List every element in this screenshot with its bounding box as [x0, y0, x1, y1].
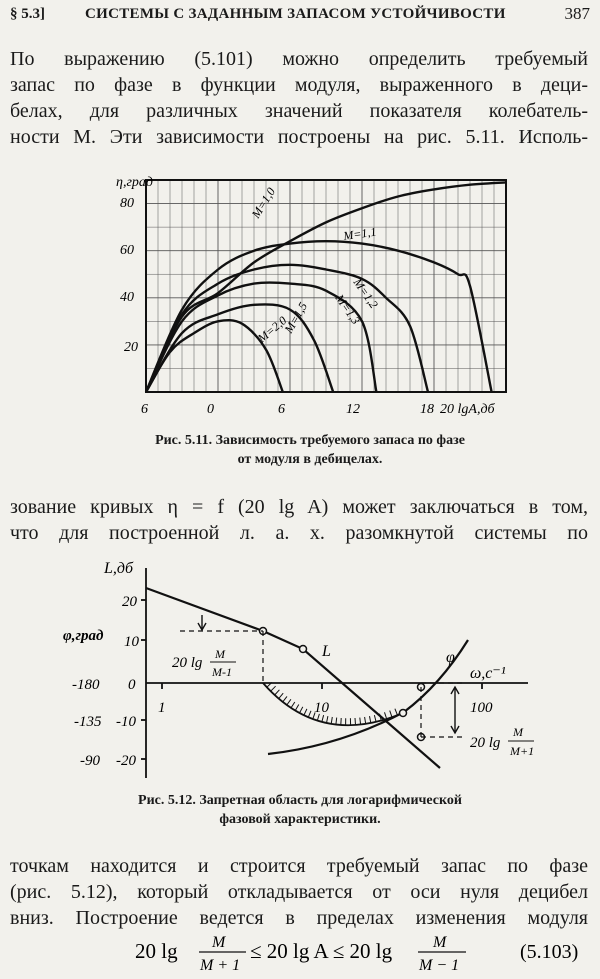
annotation-prefix: 20 lg	[470, 735, 501, 751]
curve-label: M=1,2	[350, 275, 381, 311]
L-tick-label: 10	[124, 634, 139, 650]
phi-axis-label: φ,град	[63, 628, 104, 644]
phi-tick-label: -180	[72, 677, 100, 693]
equation-5-103	[10, 928, 588, 976]
text-line: точкам находится и строится требуемый запас по фазе	[10, 855, 588, 877]
annotation-denominator: M-1	[212, 665, 232, 679]
x-axis-label: 20 lgA,дб	[440, 402, 495, 417]
y-axis-label: η,град	[116, 175, 153, 190]
L-tick-label: -10	[116, 714, 136, 730]
curve-point	[300, 646, 307, 653]
equation-denominator: M + 1	[200, 957, 241, 974]
equation-middle: ≤ 20 lg A ≤ 20 lg	[250, 939, 393, 963]
hatch-line	[355, 718, 356, 725]
section-number: § 5.3]	[10, 6, 45, 22]
x-tick-label: 12	[346, 402, 360, 417]
equation-prefix: 20 lg	[135, 939, 178, 963]
figure-caption: Рис. 5.11. Зависимость требуемого запаса по фазе	[155, 433, 465, 448]
hatch-line	[287, 699, 291, 705]
hatch-line	[327, 716, 328, 723]
text-line: (рис. 5.12), который откладывается от оси нуля децибел	[10, 881, 588, 903]
equation-denominator: M − 1	[419, 957, 460, 974]
curve-phi	[268, 640, 468, 754]
running-title: СИСТЕМЫ С ЗАДАННЫМ ЗАПАСОМ УСТОЙЧИВОСТИ	[85, 6, 506, 22]
hatch-line	[275, 690, 280, 695]
curve-label: M=1,3	[332, 291, 363, 327]
x-tick-label: 0	[207, 402, 214, 417]
text-line: запас по фазе в функции модуля, выраженного в деци-	[10, 74, 588, 96]
curve-label: M=1,1	[342, 224, 378, 243]
series-line	[146, 241, 492, 392]
text-line: вниз. Построение ведется в пределах изменения модуля	[10, 907, 588, 929]
hatch-line	[304, 709, 307, 715]
hatch-line	[308, 711, 311, 717]
y-tick-label: 80	[120, 196, 134, 211]
figure-caption: Рис. 5.12. Запретная область для логарифмической	[138, 793, 462, 808]
hatch-line	[370, 716, 371, 723]
text-line: ности M. Эти зависимости построены на рис. 5.11. Исполь-	[10, 126, 588, 148]
equation-number: (5.103)	[520, 941, 579, 963]
annotation-numerator: M	[215, 647, 225, 661]
hatch-line	[283, 696, 287, 702]
x-tick-label: 18	[420, 402, 434, 417]
hatch-line	[365, 717, 366, 724]
hatch-line	[291, 702, 295, 708]
curve-L-label: L	[322, 643, 331, 660]
x-tick-label: 6	[141, 402, 148, 417]
omega-axis-label: ω,с⁻¹	[470, 665, 506, 682]
y-tick-label: 40	[120, 290, 134, 305]
omega-tick-label: 1	[158, 700, 166, 716]
L-tick-label: 20	[122, 594, 137, 610]
hatch-line	[360, 718, 361, 725]
running-header	[10, 4, 590, 26]
figure-5-12-chart	[40, 556, 560, 788]
y-tick-label: 60	[120, 243, 134, 258]
annotation-prefix: 20 lg	[172, 655, 203, 671]
figure-5-11-chart	[70, 166, 530, 426]
hatch-line	[295, 705, 299, 711]
curve-label: M=2,0	[254, 313, 290, 346]
phi-tick-label: -135	[74, 714, 102, 730]
text-line: По выражению (5.101) можно определить требуемый	[10, 48, 588, 70]
y-tick-label: 20	[124, 340, 138, 355]
text-line: что для построенной л. а. х. разомкнутой системы по	[10, 522, 588, 544]
equation-numerator: M	[212, 934, 226, 951]
hatch-line	[331, 717, 332, 724]
hatch-line	[300, 707, 303, 713]
hatch-line	[385, 712, 387, 719]
hatch-line	[390, 711, 392, 718]
phi-tick-label: -90	[80, 753, 100, 769]
annotation-denominator: M+1	[510, 744, 535, 758]
L-tick-label: -20	[116, 753, 136, 769]
hatch-line	[374, 715, 376, 722]
hatch-line	[279, 693, 284, 698]
hatch-line	[322, 715, 324, 722]
x-tick-label: 6	[278, 402, 285, 417]
omega-tick-label: 100	[470, 700, 493, 716]
curve-point	[400, 710, 407, 717]
curve-label: M=1,5	[281, 299, 311, 336]
hatch-line	[395, 709, 398, 716]
figure-caption: от модуля в дебицелах.	[237, 452, 383, 467]
hatch-line	[271, 686, 276, 691]
equation-numerator: M	[433, 934, 447, 951]
L-tick-label: 0	[128, 677, 136, 693]
text-line: зование кривых η = f (20 lg A) может заключаться в том,	[10, 496, 588, 518]
annotation-numerator: M	[513, 725, 523, 739]
curve-phi-label: φ	[446, 649, 455, 666]
curve-L	[146, 588, 440, 768]
curve-label: M=1,0	[248, 185, 279, 221]
hatch-line	[336, 718, 337, 725]
L-axis-label: L,дб	[104, 560, 134, 577]
figure-caption: фазовой характеристики.	[219, 812, 381, 827]
omega-tick-label: 10	[314, 700, 329, 716]
text-line: белах, для различных значений показателя колебатель-	[10, 100, 588, 122]
page-number: 387	[564, 4, 590, 23]
